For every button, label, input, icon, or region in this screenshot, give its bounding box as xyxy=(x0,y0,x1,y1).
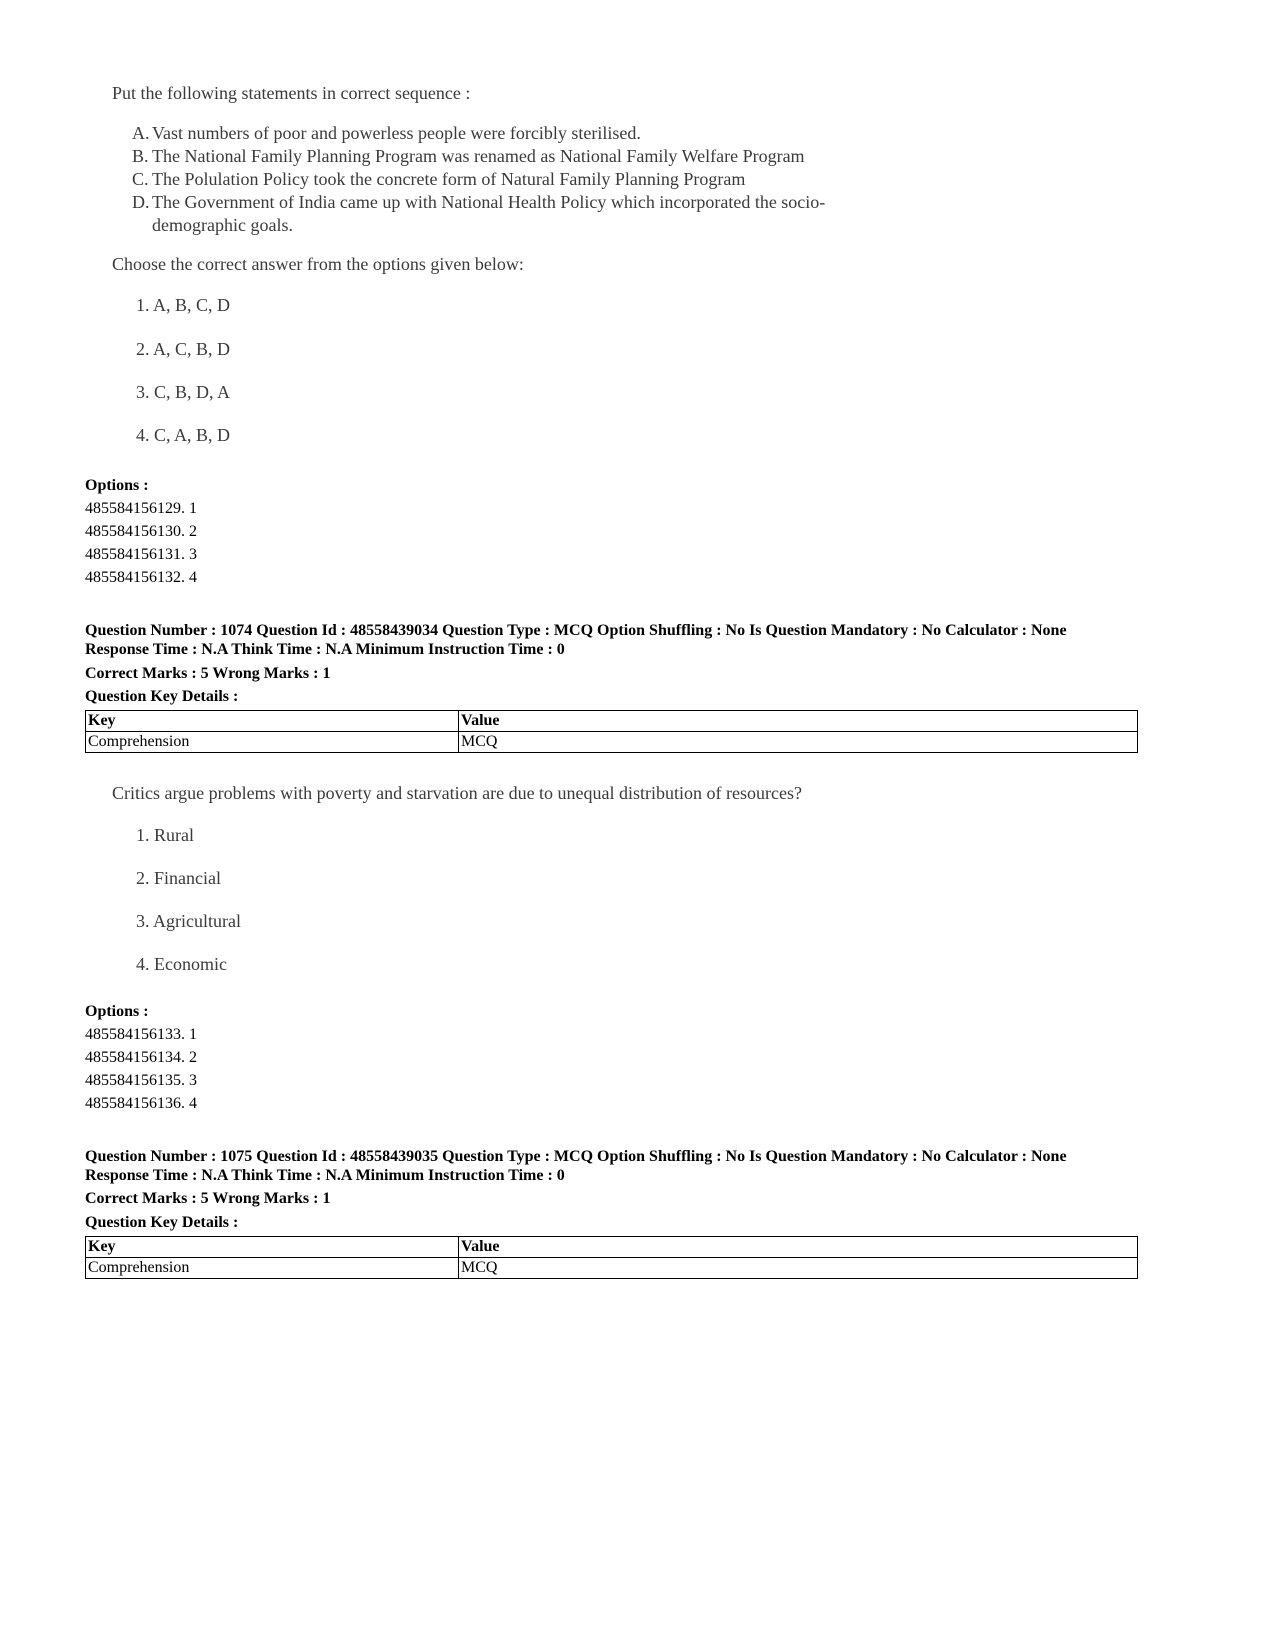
answer-choice: 2. Financial xyxy=(136,868,221,888)
statement-item xyxy=(132,191,825,214)
table-header-value: Value xyxy=(459,1237,1138,1258)
option-item: 485584156132. 4 xyxy=(85,569,197,586)
question-meta: Response Time : N.A Think Time : N.A Minimum Instruction Time : 0 xyxy=(85,641,565,658)
answer-choice: 2. A, C, B, D xyxy=(136,339,231,359)
statement-continuation: demographic goals. xyxy=(152,215,293,235)
table-header-key: Key xyxy=(86,1237,459,1258)
key-details-heading: Question Key Details : xyxy=(85,1214,239,1231)
option-item: 485584156133. 1 xyxy=(85,1026,197,1043)
table-cell-key: Comprehension xyxy=(86,1258,459,1279)
statement-letter: D. xyxy=(132,192,150,212)
question-marks: Correct Marks : 5 Wrong Marks : 1 xyxy=(85,1190,331,1207)
answer-choice: 1. A, B, C, D xyxy=(136,295,231,315)
question-marks: Correct Marks : 5 Wrong Marks : 1 xyxy=(85,665,331,682)
statement-letter: C. xyxy=(132,169,149,189)
option-item: 485584156130. 2 xyxy=(85,523,197,540)
choose-instruction: Choose the correct answer from the options given below: xyxy=(112,254,524,274)
statement-letter: A. xyxy=(132,123,150,143)
table-cell-value: MCQ xyxy=(459,732,1138,753)
answer-choice: 4. Economic xyxy=(136,954,227,974)
question-meta: Question Number : 1074 Question Id : 48558439034 Question Type : MCQ Option Shuffling : No Is Question Mandatory : No Calculator : None xyxy=(85,622,1067,639)
table-row xyxy=(86,732,1138,753)
statement-letter: B. xyxy=(132,146,149,166)
table-header-value: Value xyxy=(459,711,1138,732)
table-header-key: Key xyxy=(86,711,459,732)
table-header-row xyxy=(86,711,1138,732)
option-item: 485584156136. 4 xyxy=(85,1095,197,1112)
options-heading: Options : xyxy=(85,1003,149,1020)
key-details-table xyxy=(85,710,1138,753)
table-row xyxy=(86,1258,1138,1279)
option-item: 485584156134. 2 xyxy=(85,1049,197,1066)
table-cell-value: MCQ xyxy=(459,1258,1138,1279)
statement-item xyxy=(132,168,825,191)
statement-item xyxy=(132,145,825,168)
statement-item xyxy=(132,122,825,145)
question-instruction: Put the following statements in correct sequence : xyxy=(112,83,471,103)
question-meta: Question Number : 1075 Question Id : 48558439035 Question Type : MCQ Option Shuffling : No Is Question Mandatory : No Calculator : None xyxy=(85,1148,1067,1165)
key-details-heading: Question Key Details : xyxy=(85,688,239,705)
statement-text: The Polulation Policy took the concrete form of Natural Family Planning Program xyxy=(152,169,746,189)
option-item: 485584156135. 3 xyxy=(85,1072,197,1089)
key-details-table xyxy=(85,1236,1138,1279)
statement-text: Vast numbers of poor and powerless people were forcibly sterilised. xyxy=(152,123,641,143)
statement-list xyxy=(132,122,825,237)
question-text: Critics argue problems with poverty and starvation are due to unequal distribution of resources? xyxy=(112,783,802,803)
options-heading: Options : xyxy=(85,477,149,494)
statement-text: The Government of India came up with National Health Policy which incorporated the socio- xyxy=(152,192,826,212)
answer-choice: 3. C, B, D, A xyxy=(136,382,231,402)
table-header-row xyxy=(86,1237,1138,1258)
answer-choice: 4. C, A, B, D xyxy=(136,425,231,445)
statement-text: The National Family Planning Program was renamed as National Family Welfare Program xyxy=(152,146,805,166)
answer-choice: 3. Agricultural xyxy=(136,911,241,931)
answer-choice: 1. Rural xyxy=(136,825,194,845)
question-meta: Response Time : N.A Think Time : N.A Minimum Instruction Time : 0 xyxy=(85,1167,565,1184)
table-cell-key: Comprehension xyxy=(86,732,459,753)
option-item: 485584156129. 1 xyxy=(85,500,197,517)
option-item: 485584156131. 3 xyxy=(85,546,197,563)
